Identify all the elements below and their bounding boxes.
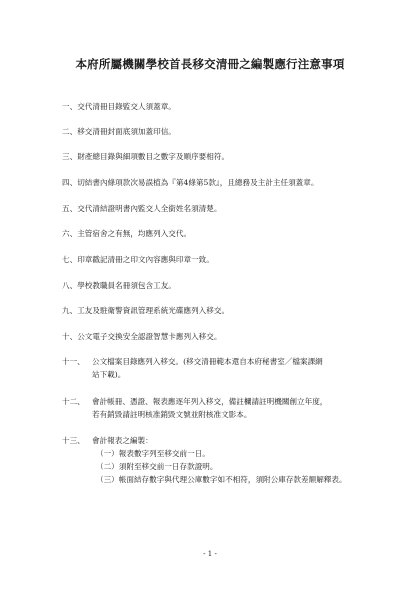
item-text-line1: 公文檔案目錄應列入移交。(移交清冊範本還自本府秘書室／檔案課網	[92, 357, 323, 366]
item-text: 交代清結證明書內監交人全銜姓名須清楚。	[77, 204, 222, 213]
item-text: 主管宿舍之有無，均應列入交代。	[77, 229, 192, 238]
item-text: 移交清冊封面底須加蓋印信。	[77, 127, 176, 136]
item-text: 切結書內條項款次易誤植為『第4條第5款』，且總務及主計主任須蓋章。	[77, 178, 319, 187]
item-text: 學校教職員名冊須包含工友。	[77, 281, 176, 290]
item-text-line2: 若有銷毀請註明核准銷毀文號並附核准文影本。	[92, 410, 252, 419]
item-number: 二、	[62, 127, 78, 136]
item-heading: 會計報表之編製：	[92, 436, 153, 445]
item-text-line1: 會計帳冊、憑證、報表應逐年列入移交，備註欄請註明機關創立年度，	[92, 397, 328, 406]
list-item	[62, 228, 191, 239]
item-number: 十、	[62, 332, 78, 341]
sub-item: （一）報表數字列至移交前一日。	[96, 449, 210, 458]
item-text: 財產總目錄與細項數目之數字及順序要相符。	[77, 152, 230, 161]
item-text-line2: 站下載)。	[92, 370, 126, 379]
item-text: 交代清冊目錄監交人須蓋章。	[77, 102, 176, 111]
list-item	[62, 305, 229, 316]
list-item	[62, 126, 176, 137]
list-item	[62, 356, 323, 367]
sub-item: （三）帳面結存數字與代理公庫數字如不相符，須附公庫存款差額解釋表。	[96, 475, 347, 484]
list-item	[62, 101, 176, 112]
page-number: - 1 -	[203, 550, 217, 558]
list-item	[62, 331, 221, 342]
item-number: 十一、	[62, 357, 85, 366]
item-text: 工友及駐衛警資訊管理系統光碟應列入移交。	[77, 306, 230, 315]
list-item	[62, 280, 176, 291]
item-number: 三、	[62, 152, 78, 161]
item-number: 四、	[62, 178, 78, 187]
list-item	[62, 435, 153, 446]
item-text: 印章戳記清冊之印文內容應與印章一致。	[77, 255, 214, 264]
list-item	[62, 177, 318, 188]
item-number: 五、	[62, 204, 78, 213]
list-item	[62, 203, 221, 214]
item-number: 九、	[62, 306, 78, 315]
sub-item: （二）須附至移交前一日存款證明。	[96, 462, 218, 471]
item-number: 七、	[62, 255, 78, 264]
list-item	[62, 396, 327, 407]
list-item	[62, 151, 229, 162]
item-number: 八、	[62, 281, 78, 290]
list-item	[62, 254, 214, 265]
item-number: 六、	[62, 229, 78, 238]
item-text: 公文電子交換安全認證智慧卡應列入移交。	[77, 332, 222, 341]
item-number: 十二、	[62, 397, 85, 406]
page-title: 本府所屬機關學校首長移交清冊之編製應行注意事項	[75, 57, 345, 71]
item-number: 十三、	[62, 436, 85, 445]
item-number: 一、	[62, 102, 78, 111]
